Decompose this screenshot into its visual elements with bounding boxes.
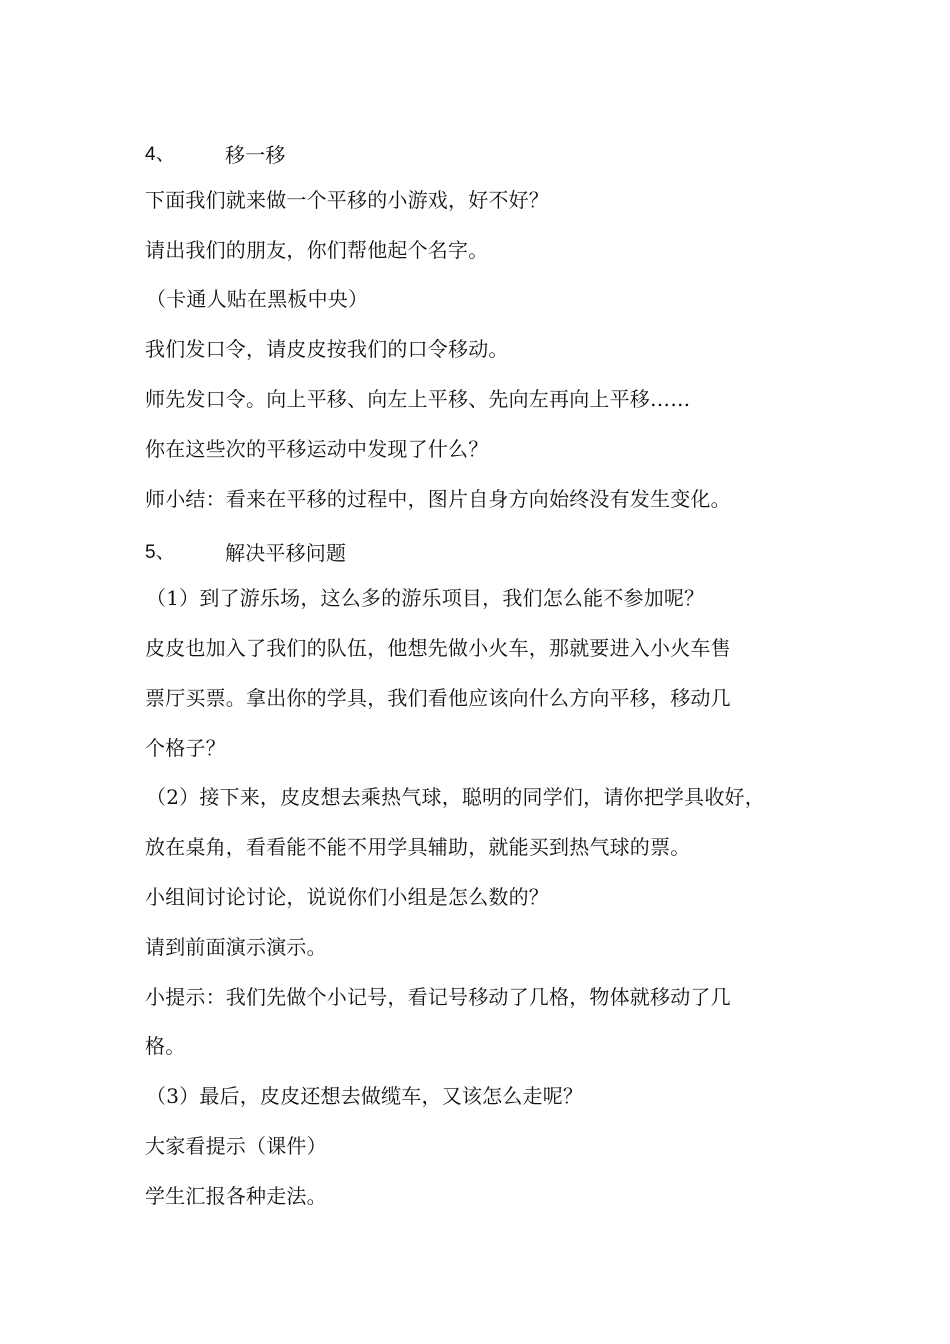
paragraph-line: 你在这些次的平移运动中发现了什么？ — [145, 436, 489, 461]
section-5-number: 5、 — [145, 542, 175, 564]
paragraph-line: （3）最后，皮皮还想去做缆车，又该怎么走呢？ — [146, 1084, 584, 1109]
paragraph-line: 格。 — [145, 1034, 186, 1059]
section-5-title: 解决平移问题 — [225, 541, 347, 566]
paragraph-line: 皮皮也加入了我们的队伍，他想先做小火车，那就要进入小火车售 — [145, 635, 731, 660]
paragraph-line: 大家看提示（课件） — [145, 1133, 327, 1158]
paragraph-line: 放在桌角，看看能不能不用学具辅助，就能买到热气球的票。 — [145, 835, 691, 860]
paragraph-line: 请出我们的朋友，你们帮他起个名字。 — [145, 237, 489, 262]
section-4-number: 4、 — [145, 143, 175, 165]
paragraph-line: 请到前面演示演示。 — [145, 934, 327, 959]
paragraph-line: （1）到了游乐场，这么多的游乐项目，我们怎么能不参加呢？ — [146, 586, 705, 611]
document-body — [145, 130, 835, 1226]
section-4-title: 移一移 — [225, 142, 286, 167]
paragraph-line: 小提示：我们先做个小记号，看记号移动了几格，物体就移动了几 — [145, 984, 731, 1009]
paragraph-line: 下面我们就来做一个平移的小游戏，好不好？ — [145, 187, 549, 212]
paragraph-line: 我们发口令，请皮皮按我们的口令移动。 — [145, 337, 509, 362]
paragraph-line: （2）接下来，皮皮想去乘热气球，聪明的同学们，请你把学具收好， — [146, 785, 765, 810]
paragraph-line: 学生汇报各种走法。 — [145, 1183, 327, 1208]
paragraph-line: 票厅买票。拿出你的学具，我们看他应该向什么方向平移，移动几 — [145, 685, 731, 710]
section-4-heading — [145, 130, 835, 180]
paragraph-line: 个格子？ — [145, 735, 226, 760]
paragraph-line: 师先发口令。向上平移、向左上平移、先向左再向上平移…… — [145, 386, 691, 411]
paragraph-line: 师小结：看来在平移的过程中，图片自身方向始终没有发生变化。 — [145, 486, 731, 511]
paragraph-line: 小组间讨论讨论，说说你们小组是怎么数的？ — [145, 884, 549, 909]
paragraph-line: （卡通人贴在黑板中央） — [146, 287, 369, 312]
section-5-heading — [145, 528, 835, 578]
